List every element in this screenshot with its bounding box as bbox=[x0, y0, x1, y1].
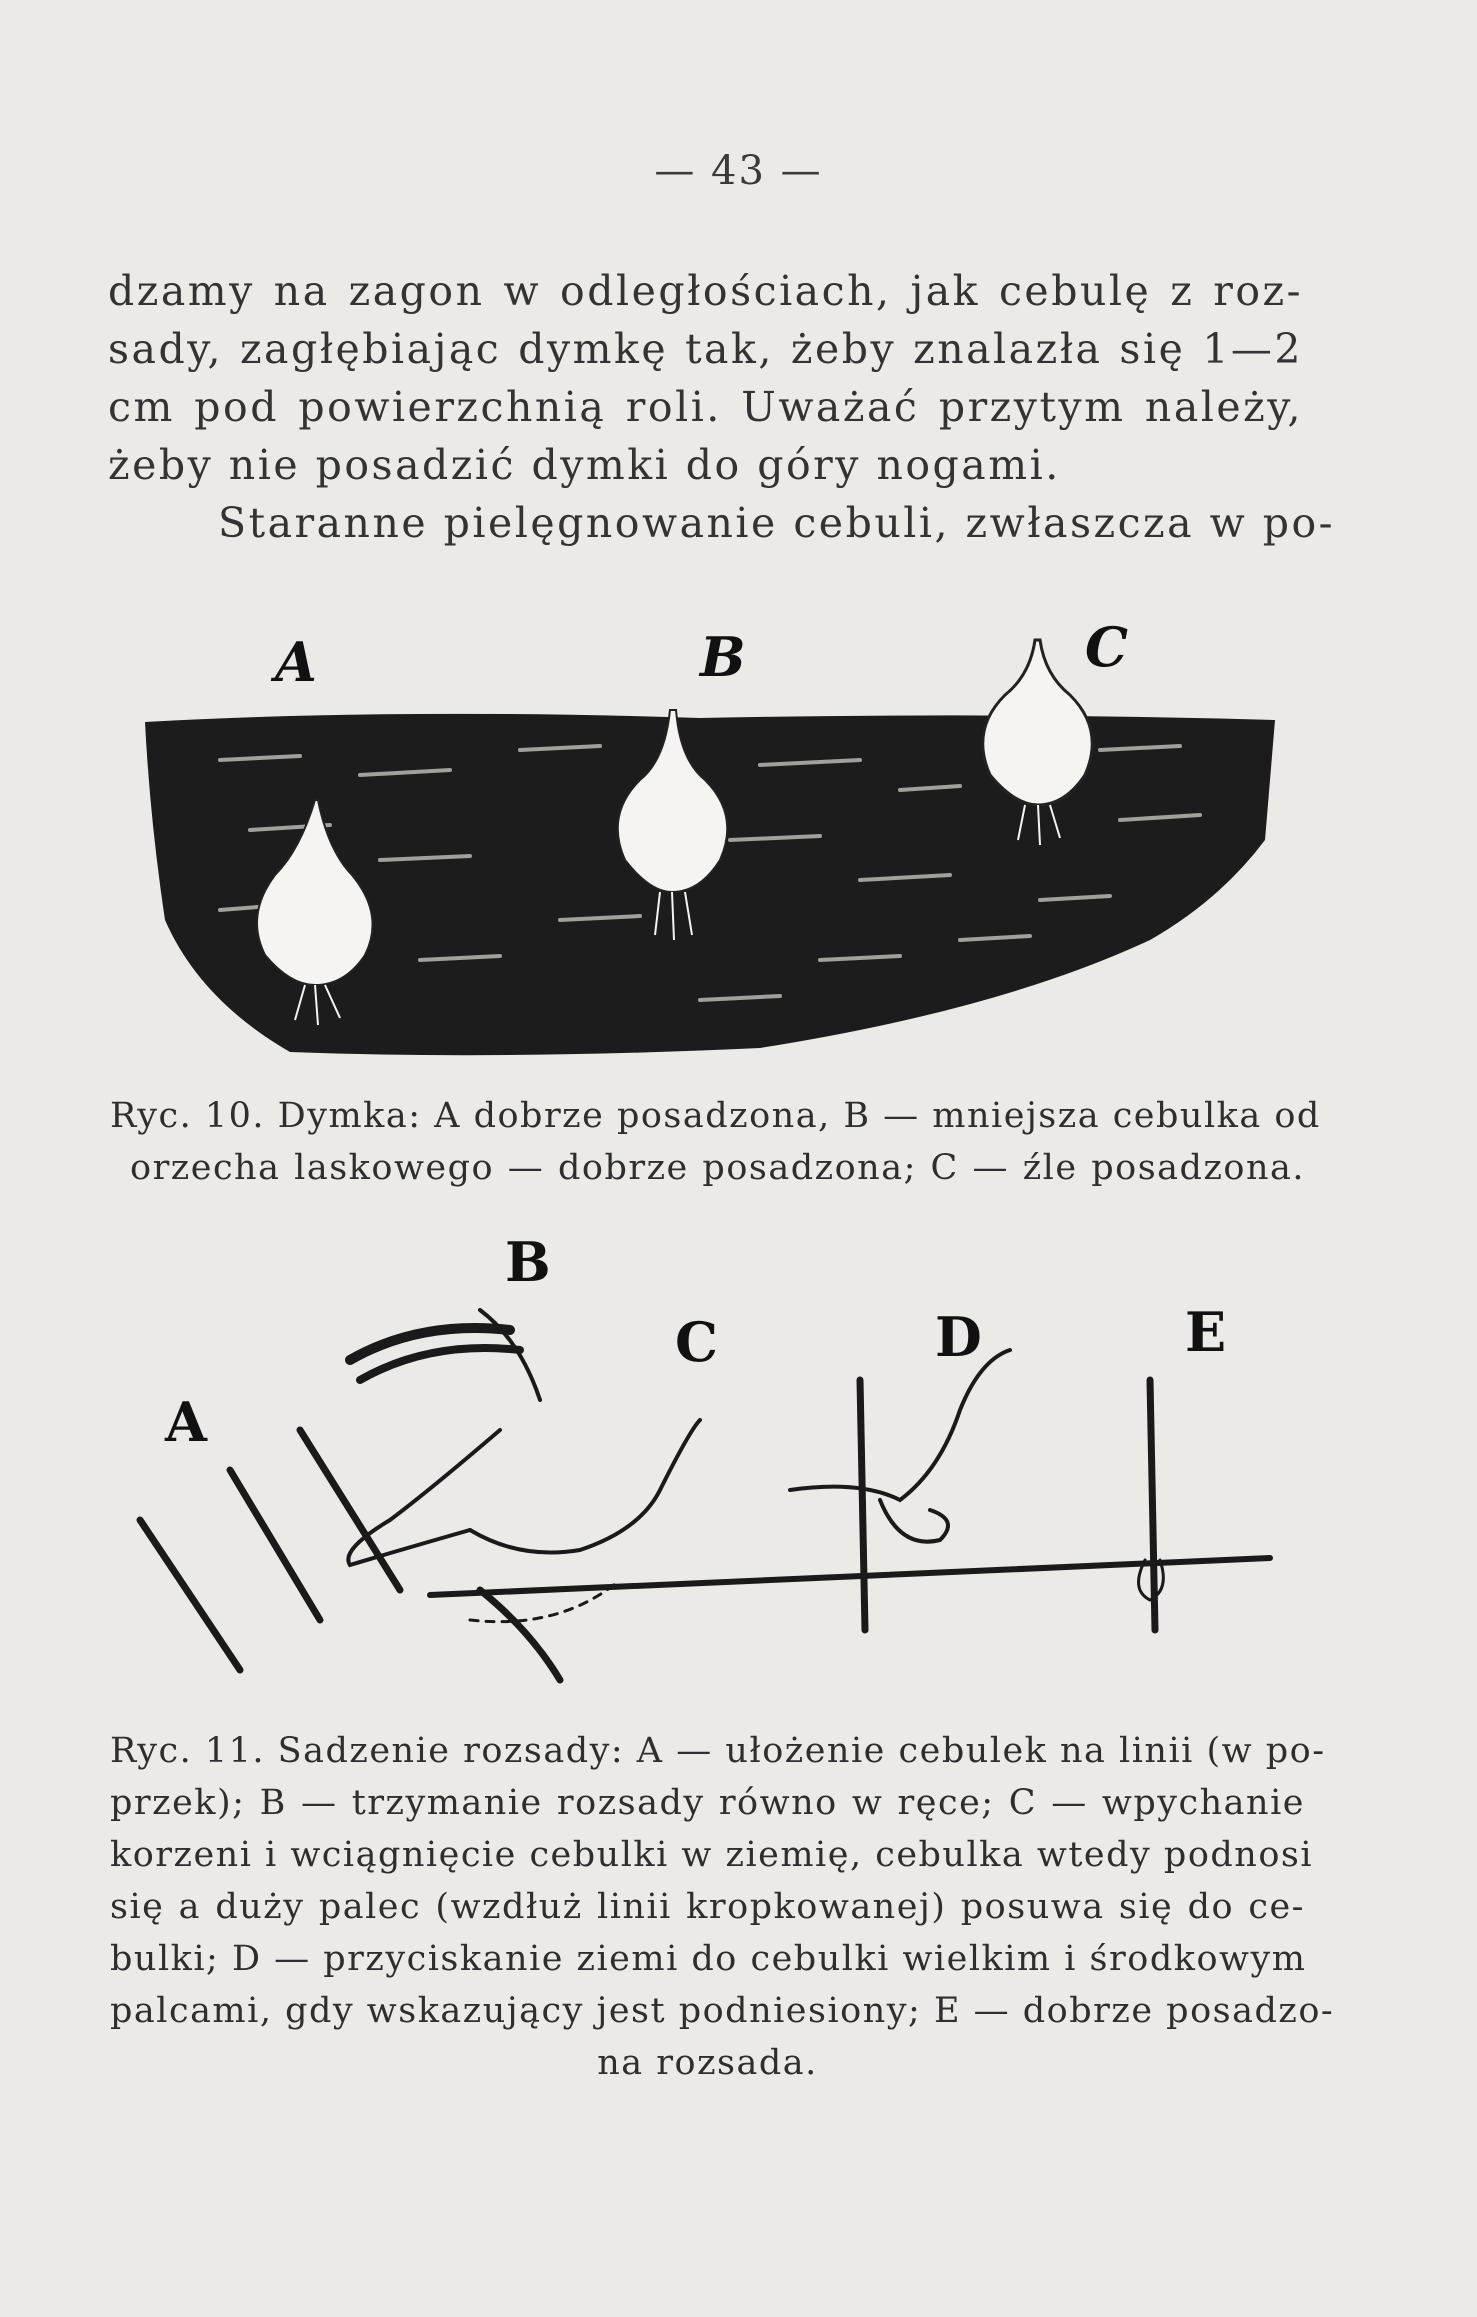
fig10-label-a: A bbox=[275, 630, 317, 694]
caption-line: bulki; D — przyciskanie ziemi do cebulki wielkim i środkowym bbox=[110, 1939, 1307, 1979]
caption-line: na rozsada. bbox=[597, 2043, 818, 2083]
caption-line: przek); B — trzymanie rozsady równo w ręce; C — wpychanie bbox=[110, 1783, 1305, 1823]
caption-line: orzecha laskowego — dobrze posadzona; C — źle posadzona. bbox=[130, 1148, 1305, 1188]
caption-line: Ryc. 11. Sadzenie rozsady: A — ułożenie cebulek na linii (w po- bbox=[110, 1731, 1326, 1771]
fig10-label-b: B bbox=[700, 625, 746, 689]
body-line: Staranne pielęgnowanie cebuli, zwłaszcza w po- bbox=[218, 499, 1336, 547]
fig11-label-b: B bbox=[505, 1230, 551, 1294]
body-line: dzamy na zagon w odległościach, jak cebulę z roz- bbox=[108, 267, 1303, 315]
fig11-label-d: D bbox=[935, 1305, 982, 1369]
caption-line: palcami, gdy wskazujący jest podniesiony; E — dobrze posadzo- bbox=[110, 1991, 1335, 2031]
body-line: cm pod powierzchnią roli. Uważać przytym należy, bbox=[108, 383, 1303, 431]
figure-11-illustration bbox=[0, 1230, 1477, 1710]
figure-11-caption bbox=[110, 1725, 1335, 2089]
body-line: sady, zagłębiając dymkę tak, żeby znalazła się 1—2 bbox=[108, 325, 1303, 373]
page-number: — 43 — bbox=[654, 148, 823, 194]
caption-line: się a duży palec (wzdłuż linii kropkowanej) posuwa się do ce- bbox=[110, 1887, 1305, 1927]
fig10-label-c: C bbox=[1085, 615, 1128, 679]
caption-line: korzeni i wciągnięcie cebulki w ziemię, cebulka wtedy podnosi bbox=[110, 1835, 1314, 1875]
figure-10-caption bbox=[110, 1090, 1321, 1194]
figure-10-illustration bbox=[0, 600, 1477, 1070]
fig11-label-c: C bbox=[675, 1310, 718, 1374]
caption-line: Ryc. 10. Dymka: A dobrze posadzona, B — mniejsza cebulka od bbox=[110, 1096, 1321, 1136]
planting-hands-drawing bbox=[0, 1230, 1477, 1710]
fig11-label-a: A bbox=[165, 1390, 207, 1454]
body-paragraph bbox=[108, 262, 1336, 552]
body-line: żeby nie posadzić dymki do góry nogami. bbox=[108, 441, 1061, 489]
fig11-label-e: E bbox=[1185, 1300, 1227, 1364]
